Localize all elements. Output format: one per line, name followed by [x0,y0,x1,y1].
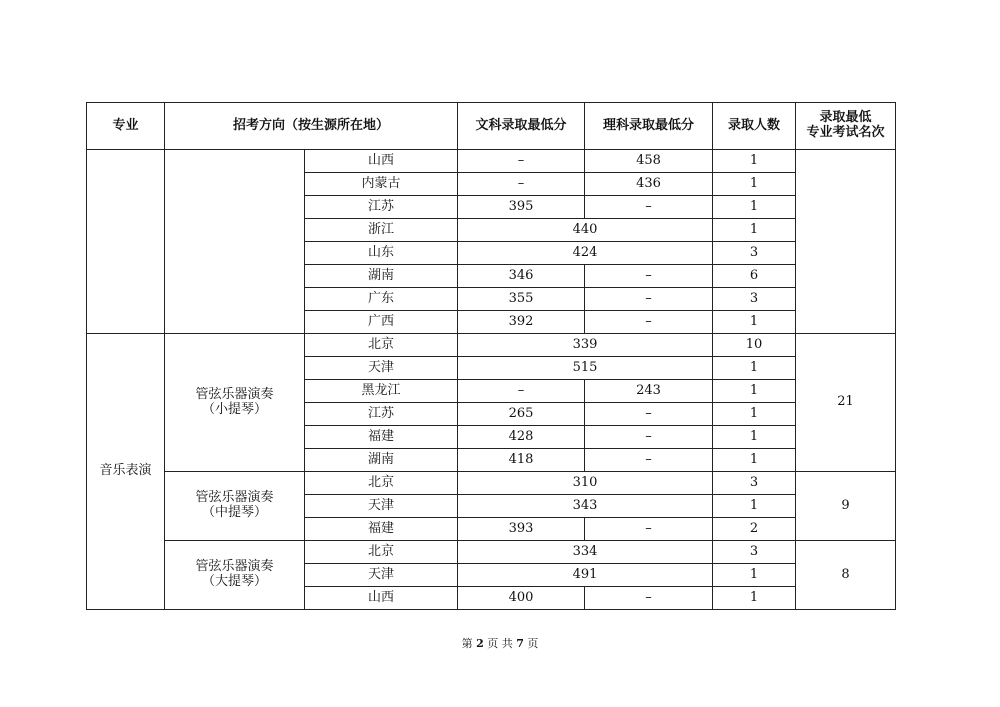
admitted-count-cell: 10 [713,334,796,357]
region-cell: 湖南 [305,449,458,472]
merged-score-cell: 339 [458,334,713,357]
page-footer [0,635,1000,651]
rank-cell: 9 [796,472,896,541]
table-body [87,150,896,610]
footer-total-pages: 7 [516,637,524,650]
rank-cell: 21 [796,334,896,472]
region-cell: 浙江 [305,219,458,242]
arts-score-cell: 418 [458,449,585,472]
region-cell: 湖南 [305,265,458,288]
admitted-count-cell: 1 [713,311,796,334]
admitted-count-cell: 1 [713,449,796,472]
admitted-count-cell: 3 [713,242,796,265]
region-cell: 福建 [305,518,458,541]
direction-line2: （中提琴） [201,505,267,520]
merged-score-cell: 334 [458,541,713,564]
admitted-count-cell: 1 [713,495,796,518]
region-cell: 广西 [305,311,458,334]
region-cell: 北京 [305,541,458,564]
arts-score-cell: – [458,173,585,196]
merged-score-cell: 491 [458,564,713,587]
major-name-cell: 音乐表演 [87,334,165,610]
arts-score-cell: 395 [458,196,585,219]
admitted-count-cell: 2 [713,518,796,541]
arts-score-cell: 355 [458,288,585,311]
admitted-count-cell: 6 [713,265,796,288]
direction-line2: （小提琴） [201,401,267,417]
merged-score-cell: 310 [458,472,713,495]
table-row [87,334,896,357]
region-cell: 北京 [305,334,458,357]
footer-middle: 页 共 [487,637,513,650]
direction-cell [165,472,305,541]
direction-line1: 管弦乐器演奏 [195,386,274,402]
arts-score-cell: 346 [458,265,585,288]
admission-score-table [86,102,896,610]
admitted-count-cell: 3 [713,541,796,564]
arts-score-cell: 392 [458,311,585,334]
region-cell: 内蒙古 [305,173,458,196]
rank-cell: 8 [796,541,896,610]
admitted-count-cell: 1 [713,587,796,610]
region-cell: 天津 [305,495,458,518]
arts-score-cell: – [458,150,585,173]
science-score-cell: – [585,403,713,426]
direction-cell [165,541,305,610]
header-rank [796,103,896,150]
science-score-cell: – [585,288,713,311]
science-score-cell: – [585,196,713,219]
arts-score-cell: 428 [458,426,585,449]
footer-page-number: 2 [476,637,484,650]
table-row [87,541,896,564]
header-major: 专业 [87,103,165,150]
merged-score-cell: 440 [458,219,713,242]
direction-line1: 管弦乐器演奏 [195,490,274,506]
arts-score-cell: 393 [458,518,585,541]
region-cell: 天津 [305,357,458,380]
admitted-count-cell: 1 [713,426,796,449]
region-cell: 江苏 [305,196,458,219]
region-cell: 江苏 [305,403,458,426]
admitted-count-cell: 3 [713,288,796,311]
direction-cell-empty [165,150,305,334]
admitted-count-cell: 3 [713,472,796,495]
major-cell-empty [87,150,165,334]
header-direction: 招考方向（按生源所在地） [165,103,458,150]
region-cell: 天津 [305,564,458,587]
direction-line2: （大提琴） [201,574,267,589]
merged-score-cell: 424 [458,242,713,265]
science-score-cell: – [585,587,713,610]
footer-prefix: 第 [461,637,473,650]
header-arts-min: 文科录取最低分 [458,103,585,150]
admitted-count-cell: 1 [713,150,796,173]
header-rank-line1: 录取最低 [819,110,872,126]
science-score-cell: 458 [585,150,713,173]
science-score-cell: 436 [585,173,713,196]
arts-score-cell: 400 [458,587,585,610]
science-score-cell: 243 [585,380,713,403]
merged-score-cell: 343 [458,495,713,518]
table-row [87,150,896,173]
admitted-count-cell: 1 [713,564,796,587]
admitted-count-cell: 1 [713,196,796,219]
direction-cell [165,334,305,472]
region-cell: 山西 [305,587,458,610]
region-cell: 黑龙江 [305,380,458,403]
header-row [87,103,896,150]
science-score-cell: – [585,311,713,334]
direction-line1: 管弦乐器演奏 [195,559,274,575]
science-score-cell: – [585,426,713,449]
region-cell: 北京 [305,472,458,495]
admitted-count-cell: 1 [713,380,796,403]
footer-suffix: 页 [527,637,539,650]
region-cell: 山东 [305,242,458,265]
merged-score-cell: 515 [458,357,713,380]
arts-score-cell: – [458,380,585,403]
admitted-count-cell: 1 [713,173,796,196]
region-cell: 福建 [305,426,458,449]
science-score-cell: – [585,518,713,541]
admitted-count-cell: 1 [713,357,796,380]
region-cell: 广东 [305,288,458,311]
header-science-min: 理科录取最低分 [585,103,713,150]
header-rank-line2: 专业考试名次 [806,125,885,140]
admitted-count-cell: 1 [713,403,796,426]
rank-cell-empty [796,150,896,334]
arts-score-cell: 265 [458,403,585,426]
science-score-cell: – [585,449,713,472]
science-score-cell: – [585,265,713,288]
header-admitted: 录取人数 [713,103,796,150]
table-row [87,472,896,495]
region-cell: 山西 [305,150,458,173]
admitted-count-cell: 1 [713,219,796,242]
